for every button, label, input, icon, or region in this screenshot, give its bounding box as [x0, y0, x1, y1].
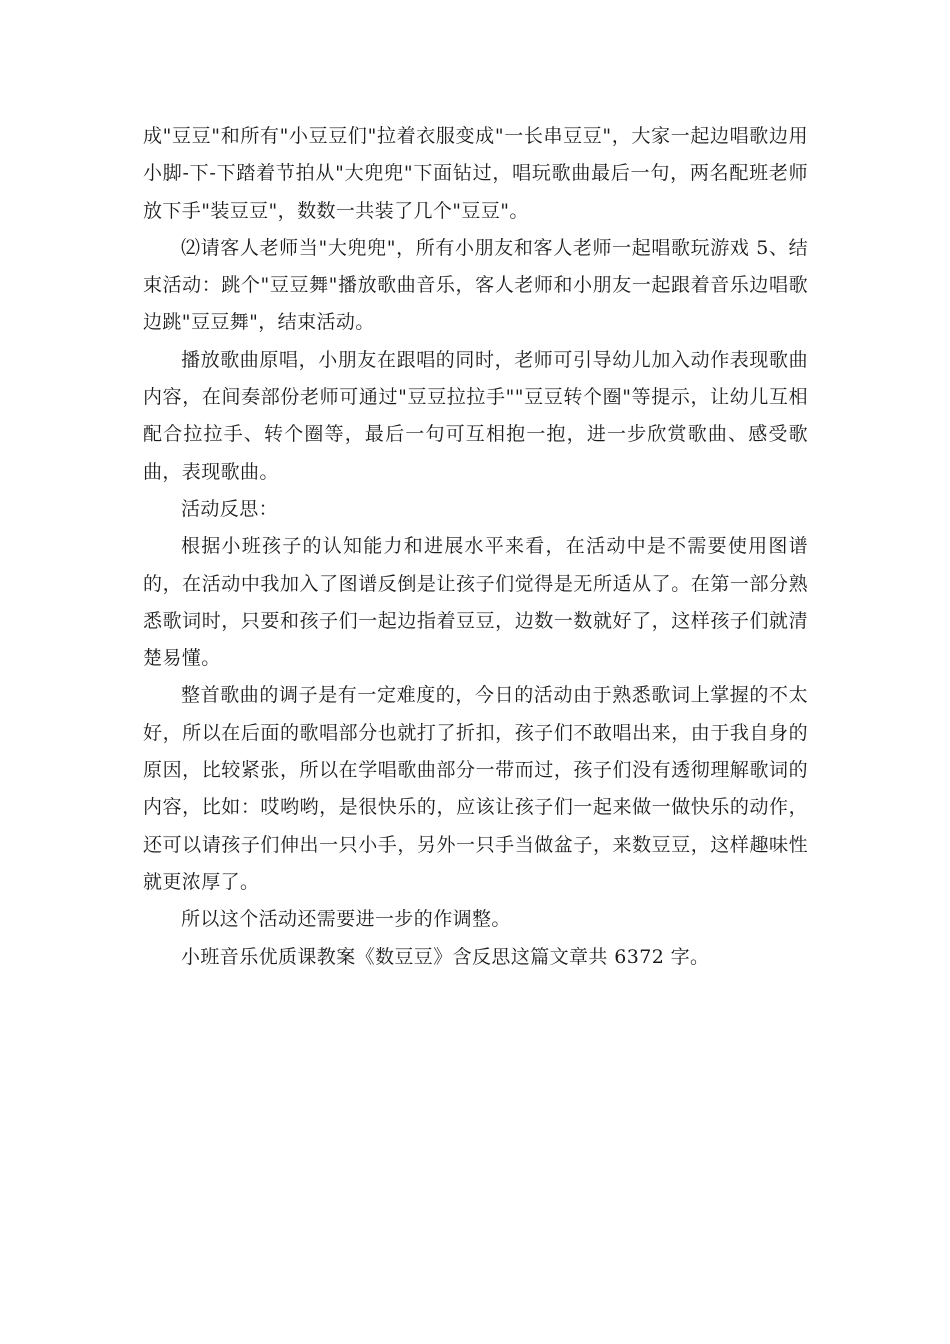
- paragraph-reflection-1: 根据小班孩子的认知能力和进展水平来看，在活动中是不需要使用图谱的，在活动中我加入了图谱反倒是让孩子们觉得是无所适从了。在第一部分熟悉歌词时，只要和孩子们一起边指着豆豆，边数一数就好了，这样孩子们就清楚易懂。: [143, 535, 808, 670]
- paragraph-reflection-3: 所以这个活动还需要进一步的作调整。: [181, 908, 511, 931]
- paragraph-word-count: 小班音乐优质课教案《数豆豆》含反思这篇文章共 6372 字。: [181, 945, 710, 968]
- paragraph-song-playback: 播放歌曲原唱，小朋友在跟唱的同时，老师可引导幼儿加入动作表现歌曲内容，在间奏部份老师可通过"豆豆拉拉手""豆豆转个圈"等提示，让幼儿互相配合拉拉手、转个圈等，最后一句可互相抱一抱，进一步欣赏歌曲、感受歌曲，表现歌曲。: [143, 348, 808, 483]
- paragraph-continuation: 成"豆豆"和所有"小豆豆们"拉着衣服变成"一长串豆豆"，大家一起边唱歌边用小脚-下-下踏着节拍从"大兜兜"下面钻过，唱玩歌曲最后一句，两名配班老师放下手"装豆豆"，数数一共装了几个"豆豆"。: [143, 125, 808, 222]
- paragraph-game-step: ⑵请客人老师当"大兜兜"，所有小朋友和客人老师一起唱歌玩游戏 5、结束活动：跳个"豆豆舞"播放歌曲音乐，客人老师和小朋友一起跟着音乐边唱歌边跳"豆豆舞"，结束活动。: [143, 236, 808, 334]
- document-body: [143, 118, 808, 976]
- section-heading-reflection: 活动反思：: [181, 497, 279, 520]
- paragraph-reflection-2: 整首歌曲的调子是有一定难度的，今日的活动由于熟悉歌词上掌握的不太好，所以在后面的歌唱部分也就打了折扣，孩子们不敢唱出来，由于我自身的原因，比较紧张，所以在学唱歌曲部分一带而过，孩子们没有透彻理解歌词的内容，比如：哎哟哟，是很快乐的，应该让孩子们一起来做一做快乐的动作，还可以请孩子们伸出一只小手，另外一只手当做盆子，来数豆豆，这样趣味性就更浓厚了。: [143, 684, 808, 893]
